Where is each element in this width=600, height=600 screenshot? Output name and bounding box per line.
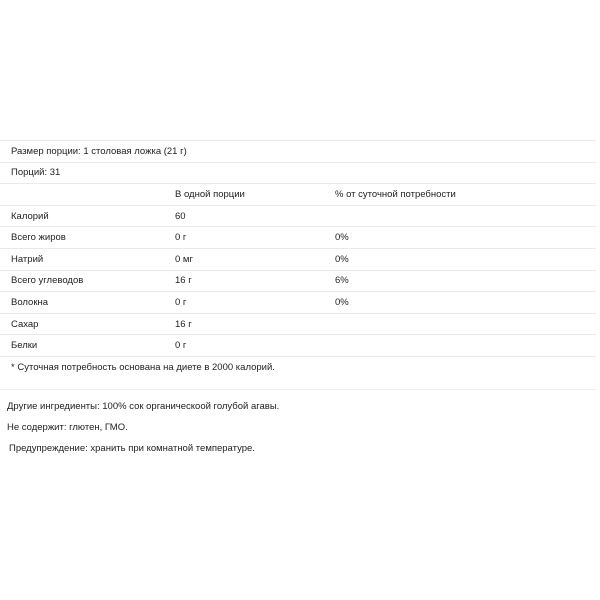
table-row [0,313,596,335]
section-divider [0,389,596,390]
nutrient-amount: 60 [164,205,324,227]
header-empty-cell [0,184,164,206]
table-row [0,248,596,270]
nutrient-amount: 0 г [164,335,324,357]
daily-value-footnote: * Суточная потребность основана на диете в 2000 калорий. [11,362,275,373]
nutrition-facts-panel [0,140,596,357]
nutrient-daily-value: 0% [324,292,596,314]
nutrient-daily-value [324,313,596,335]
nutrient-amount: 16 г [164,313,324,335]
nutrient-daily-value: 6% [324,270,596,292]
nutrient-name: Всего углеводов [0,270,164,292]
serving-size-row [0,141,596,163]
nutrient-amount: 16 г [164,270,324,292]
nutrient-amount: 0 г [164,227,324,249]
nutrient-daily-value: 0% [324,248,596,270]
nutrient-name: Белки [0,335,164,357]
table-row [0,292,596,314]
servings-row [0,162,596,184]
nutrient-daily-value: 0% [324,227,596,249]
free-from-text: Не содержит: глютен, ГМО. [7,422,128,433]
table-row [0,270,596,292]
nutrient-name: Калорий [0,205,164,227]
nutrient-daily-value [324,335,596,357]
nutrient-name: Всего жиров [0,227,164,249]
nutrition-table [0,140,596,357]
table-row [0,227,596,249]
nutrient-name: Натрий [0,248,164,270]
serving-size-text: Размер порции: 1 столовая ложка (21 г) [0,141,596,163]
servings-text: Порций: 31 [0,162,596,184]
header-daily-value: % от суточной потребности [324,184,596,206]
table-row [0,205,596,227]
other-ingredients-text: Другие ингредиенты: 100% сок органическоой голубой агавы. [7,401,280,412]
header-per-serving: В одной порции [164,184,324,206]
table-header-row [0,184,596,206]
nutrient-daily-value [324,205,596,227]
table-row [0,335,596,357]
storage-warning-text: Предупреждение: хранить при комнатной температуре. [9,443,255,454]
nutrient-amount: 0 мг [164,248,324,270]
nutrient-name: Волокна [0,292,164,314]
nutrient-name: Сахар [0,313,164,335]
nutrient-amount: 0 г [164,292,324,314]
